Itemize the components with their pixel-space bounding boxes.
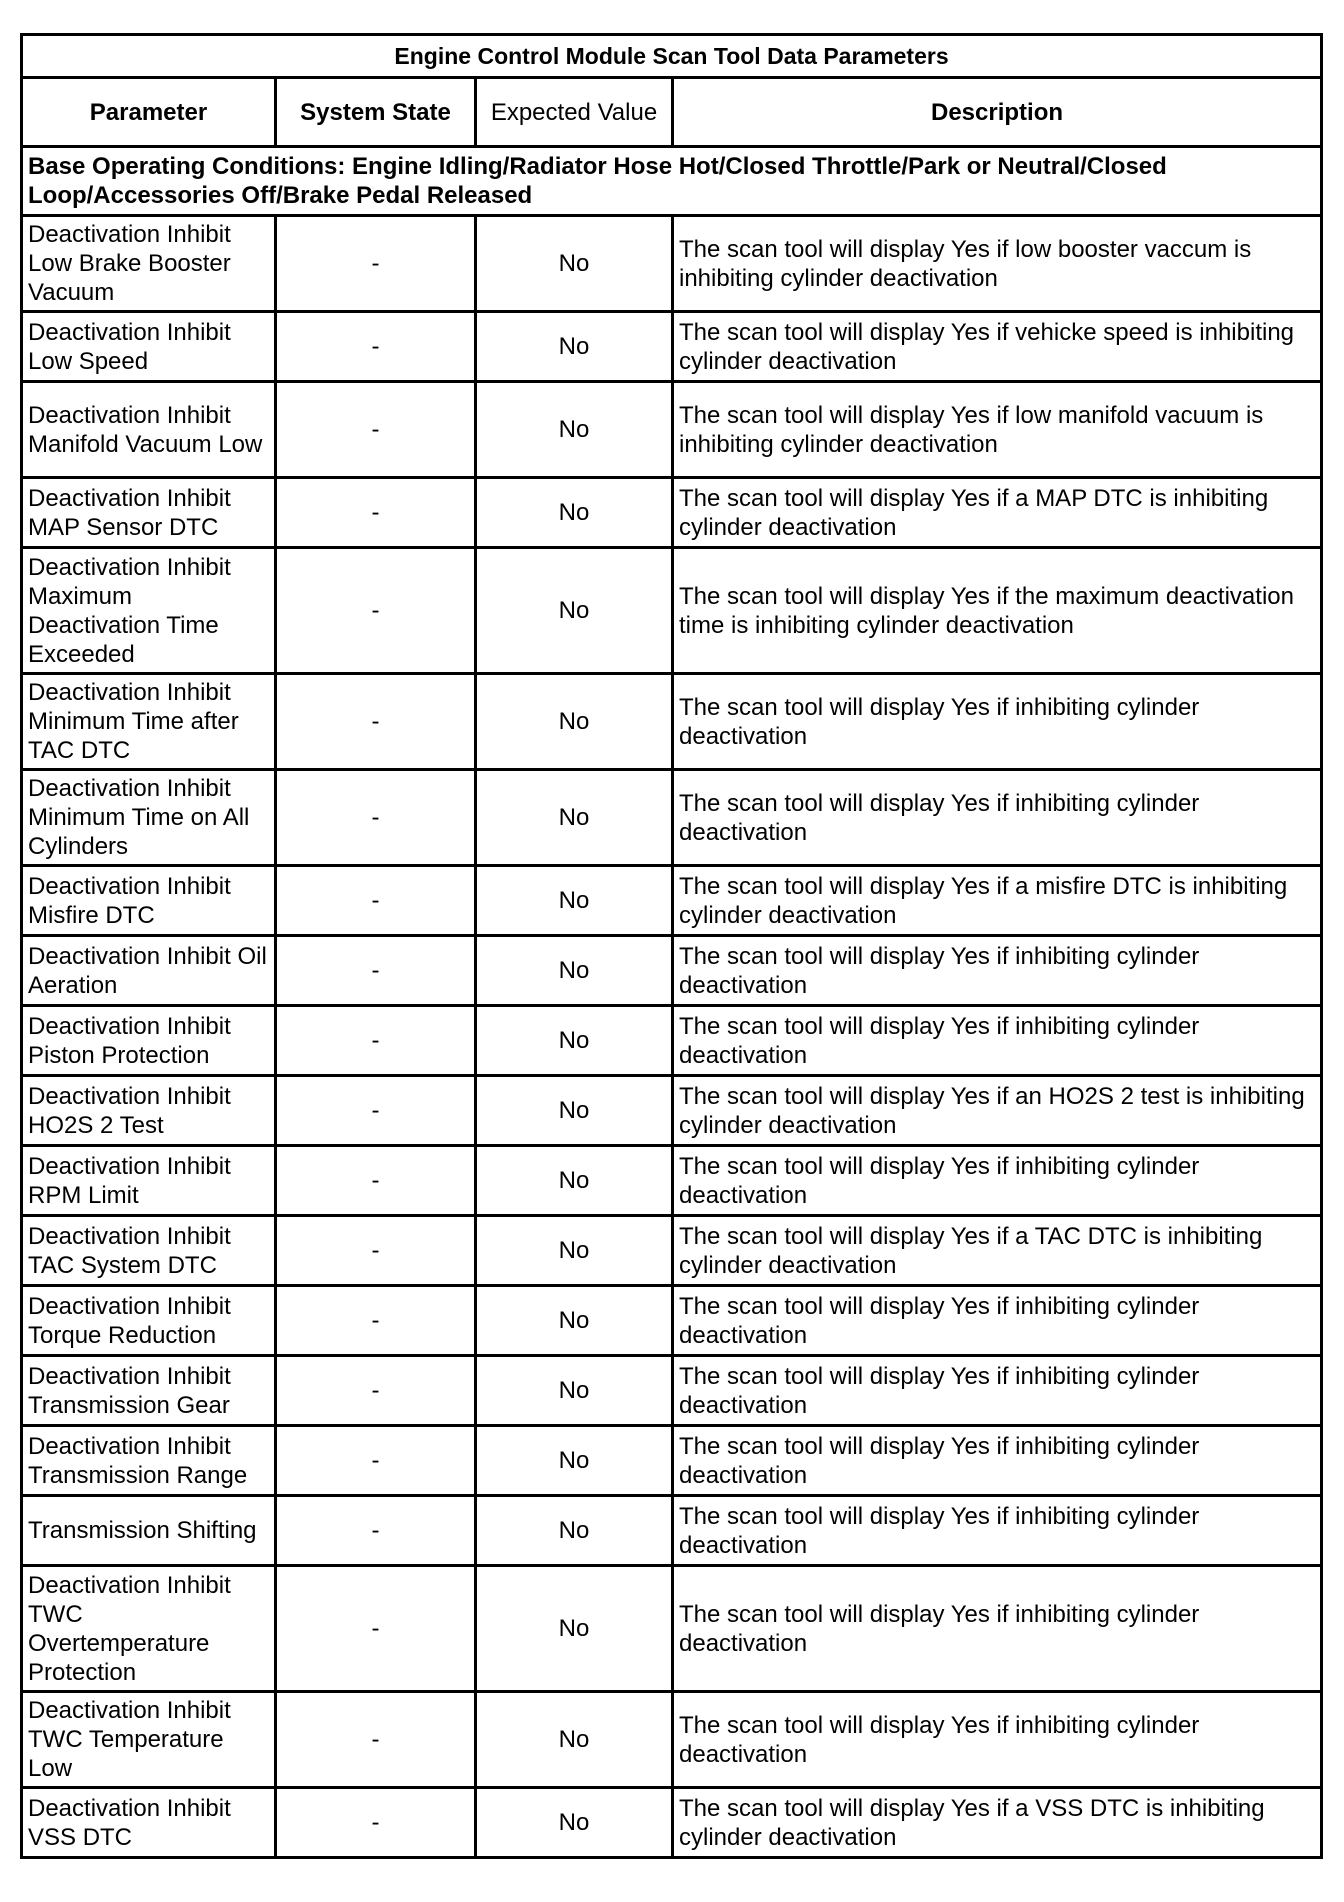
system-state-cell: -: [276, 382, 476, 478]
system-state-cell: -: [276, 1216, 476, 1286]
description-cell: The scan tool will display Yes if inhibiting cylinder deactivation: [673, 1566, 1322, 1692]
expected-value-cell: No: [476, 478, 673, 548]
description-cell: The scan tool will display Yes if inhibiting cylinder deactivation: [673, 1146, 1322, 1216]
header-parameter: Parameter: [22, 78, 276, 147]
table-row: [22, 382, 1322, 478]
parameter-cell: Deactivation Inhibit VSS DTC: [22, 1788, 276, 1858]
description-cell: The scan tool will display Yes if low manifold vacuum is inhibiting cylinder deactivation: [673, 382, 1322, 478]
header-system-state: System State: [276, 78, 476, 147]
system-state-cell: -: [276, 478, 476, 548]
expected-value-cell: No: [476, 866, 673, 936]
table-title-row: [22, 35, 1322, 78]
system-state-cell: -: [276, 1286, 476, 1356]
system-state-cell: -: [276, 1788, 476, 1858]
table-row: [22, 1006, 1322, 1076]
description-cell: The scan tool will display Yes if low booster vaccum is inhibiting cylinder deactivation: [673, 216, 1322, 312]
system-state-cell: -: [276, 1566, 476, 1692]
expected-value-cell: No: [476, 548, 673, 674]
table-body: [22, 147, 1322, 1858]
parameter-cell: Deactivation Inhibit Misfire DTC: [22, 866, 276, 936]
expected-value-cell: No: [476, 1356, 673, 1426]
base-operating-conditions: Base Operating Conditions: Engine Idling/Radiator Hose Hot/Closed Throttle/Park or Neutral/Closed Loop/Accessories Off/Brake Pedal Released: [22, 147, 1322, 216]
table-row: [22, 866, 1322, 936]
expected-value-cell: No: [476, 312, 673, 382]
header-description: Description: [673, 78, 1322, 147]
system-state-cell: -: [276, 1496, 476, 1566]
description-cell: The scan tool will display Yes if a VSS DTC is inhibiting cylinder deactivation: [673, 1788, 1322, 1858]
system-state-cell: -: [276, 1426, 476, 1496]
parameter-cell: Deactivation Inhibit Maximum Deactivation Time Exceeded: [22, 548, 276, 674]
header-expected-value: Expected Value: [476, 78, 673, 147]
table-row: [22, 674, 1322, 770]
system-state-cell: -: [276, 936, 476, 1006]
description-cell: The scan tool will display Yes if a MAP DTC is inhibiting cylinder deactivation: [673, 478, 1322, 548]
description-cell: The scan tool will display Yes if inhibiting cylinder deactivation: [673, 1426, 1322, 1496]
table-row: [22, 1286, 1322, 1356]
expected-value-cell: No: [476, 770, 673, 866]
expected-value-cell: No: [476, 1692, 673, 1788]
table-row: [22, 548, 1322, 674]
parameter-cell: Deactivation Inhibit TWC Temperature Low: [22, 1692, 276, 1788]
parameter-cell: Deactivation Inhibit Manifold Vacuum Low: [22, 382, 276, 478]
system-state-cell: -: [276, 1692, 476, 1788]
description-cell: The scan tool will display Yes if the maximum deactivation time is inhibiting cylinder deactivation: [673, 548, 1322, 674]
system-state-cell: -: [276, 1356, 476, 1426]
parameter-cell: Deactivation Inhibit TAC System DTC: [22, 1216, 276, 1286]
parameter-cell: Deactivation Inhibit HO2S 2 Test: [22, 1076, 276, 1146]
description-cell: The scan tool will display Yes if inhibiting cylinder deactivation: [673, 1692, 1322, 1788]
description-cell: The scan tool will display Yes if inhibiting cylinder deactivation: [673, 770, 1322, 866]
table-title: Engine Control Module Scan Tool Data Parameters: [22, 35, 1322, 78]
description-cell: The scan tool will display Yes if a TAC DTC is inhibiting cylinder deactivation: [673, 1216, 1322, 1286]
parameter-cell: Deactivation Inhibit Piston Protection: [22, 1006, 276, 1076]
parameter-cell: Deactivation Inhibit Torque Reduction: [22, 1286, 276, 1356]
parameter-cell: Deactivation Inhibit Low Speed: [22, 312, 276, 382]
description-cell: The scan tool will display Yes if inhibiting cylinder deactivation: [673, 1496, 1322, 1566]
table-row: [22, 1146, 1322, 1216]
parameter-cell: Deactivation Inhibit TWC Overtemperature Protection: [22, 1566, 276, 1692]
description-cell: The scan tool will display Yes if inhibiting cylinder deactivation: [673, 936, 1322, 1006]
parameter-cell: Transmission Shifting: [22, 1496, 276, 1566]
system-state-cell: -: [276, 548, 476, 674]
table-row: [22, 312, 1322, 382]
expected-value-cell: No: [476, 1788, 673, 1858]
expected-value-cell: No: [476, 216, 673, 312]
system-state-cell: -: [276, 1146, 476, 1216]
expected-value-cell: No: [476, 382, 673, 478]
expected-value-cell: No: [476, 674, 673, 770]
expected-value-cell: No: [476, 1216, 673, 1286]
system-state-cell: -: [276, 312, 476, 382]
expected-value-cell: No: [476, 1146, 673, 1216]
parameter-cell: Deactivation Inhibit Transmission Range: [22, 1426, 276, 1496]
column-header-row: [22, 78, 1322, 147]
scan-tool-data-table: [20, 33, 1323, 1859]
parameter-cell: Deactivation Inhibit Transmission Gear: [22, 1356, 276, 1426]
expected-value-cell: No: [476, 1076, 673, 1146]
system-state-cell: -: [276, 674, 476, 770]
description-cell: The scan tool will display Yes if inhibiting cylinder deactivation: [673, 1286, 1322, 1356]
description-cell: The scan tool will display Yes if vehicke speed is inhibiting cylinder deactivation: [673, 312, 1322, 382]
expected-value-cell: No: [476, 1006, 673, 1076]
description-cell: The scan tool will display Yes if an HO2S 2 test is inhibiting cylinder deactivation: [673, 1076, 1322, 1146]
parameter-cell: Deactivation Inhibit Minimum Time after TAC DTC: [22, 674, 276, 770]
parameter-cell: Deactivation Inhibit MAP Sensor DTC: [22, 478, 276, 548]
table-row: [22, 936, 1322, 1006]
expected-value-cell: No: [476, 1286, 673, 1356]
parameter-cell: Deactivation Inhibit RPM Limit: [22, 1146, 276, 1216]
system-state-cell: -: [276, 770, 476, 866]
system-state-cell: -: [276, 1006, 476, 1076]
expected-value-cell: No: [476, 1426, 673, 1496]
description-cell: The scan tool will display Yes if a misfire DTC is inhibiting cylinder deactivation: [673, 866, 1322, 936]
parameter-cell: Deactivation Inhibit Oil Aeration: [22, 936, 276, 1006]
table-row: [22, 770, 1322, 866]
system-state-cell: -: [276, 1076, 476, 1146]
table-row: [22, 216, 1322, 312]
base-conditions-row: [22, 147, 1322, 216]
table-row: [22, 478, 1322, 548]
table-row: [22, 1566, 1322, 1692]
table-row: [22, 1788, 1322, 1858]
system-state-cell: -: [276, 866, 476, 936]
parameter-cell: Deactivation Inhibit Low Brake Booster Vacuum: [22, 216, 276, 312]
description-cell: The scan tool will display Yes if inhibiting cylinder deactivation: [673, 1006, 1322, 1076]
table-row: [22, 1426, 1322, 1496]
table-row: [22, 1692, 1322, 1788]
expected-value-cell: No: [476, 1496, 673, 1566]
expected-value-cell: No: [476, 936, 673, 1006]
table-row: [22, 1216, 1322, 1286]
parameter-cell: Deactivation Inhibit Minimum Time on All Cylinders: [22, 770, 276, 866]
description-cell: The scan tool will display Yes if inhibiting cylinder deactivation: [673, 674, 1322, 770]
system-state-cell: -: [276, 216, 476, 312]
table-row: [22, 1076, 1322, 1146]
table-row: [22, 1356, 1322, 1426]
table-row: [22, 1496, 1322, 1566]
description-cell: The scan tool will display Yes if inhibiting cylinder deactivation: [673, 1356, 1322, 1426]
expected-value-cell: No: [476, 1566, 673, 1692]
